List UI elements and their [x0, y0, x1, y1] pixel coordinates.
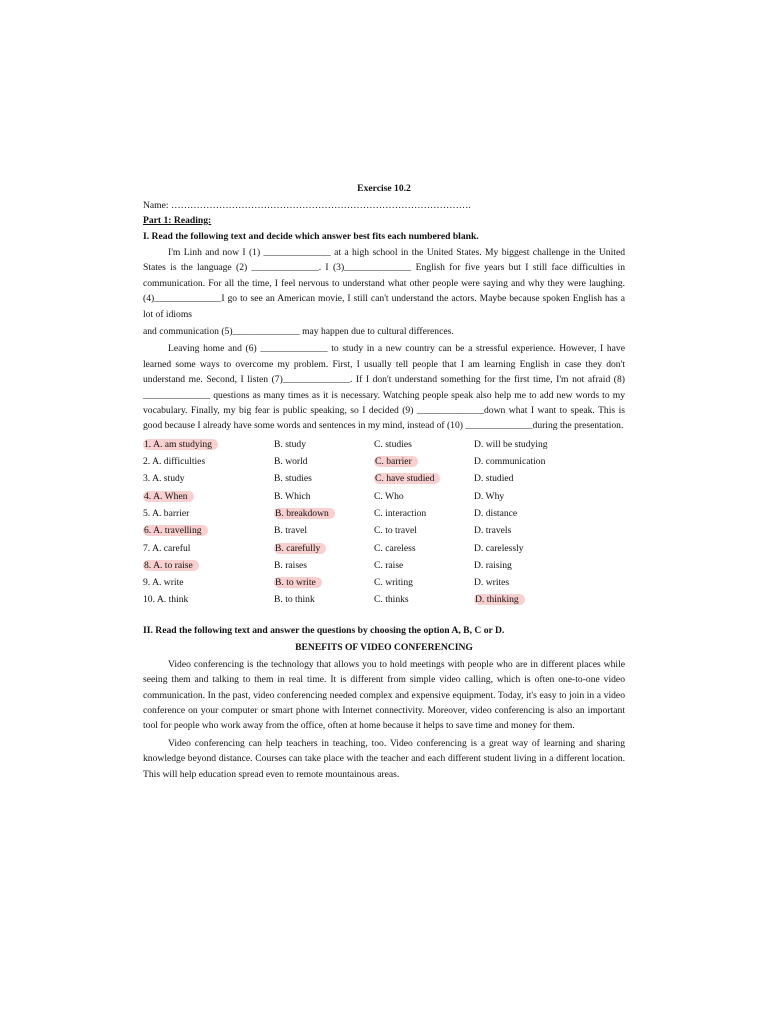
option-row: [143, 522, 625, 539]
option-cell: [474, 437, 625, 452]
option-text: B. world: [274, 456, 308, 468]
option-text: D. distance: [474, 508, 518, 519]
part1-label: Part 1: Reading:: [143, 215, 212, 226]
option-text: 3. A. study: [143, 473, 185, 485]
option-cell: [374, 506, 474, 521]
option-text: D. will be studying: [474, 438, 548, 450]
option-cell: [374, 454, 474, 469]
option-row: [143, 557, 625, 574]
option-text: B. travel: [274, 525, 308, 537]
option-text: B. to think: [274, 594, 315, 606]
worksheet-page: [143, 176, 625, 782]
highlighted-answer: B. carefully: [274, 543, 326, 554]
highlighted-answer: C. have studied: [374, 473, 440, 484]
highlighted-answer: B. to write: [274, 577, 322, 588]
option-row: [143, 592, 625, 609]
option-row: [143, 453, 625, 470]
option-cell: [474, 523, 625, 538]
option-text: B. study: [274, 438, 306, 450]
option-cell: [374, 437, 474, 452]
option-cell: [474, 506, 625, 521]
option-cell: [274, 575, 374, 590]
option-cell: [143, 592, 274, 607]
option-row: [143, 540, 625, 557]
option-cell: [143, 541, 274, 556]
highlighted-answer: C. barrier: [374, 456, 418, 467]
option-row: [143, 436, 625, 453]
option-text: 10. A. think: [143, 594, 189, 606]
option-cell: [374, 541, 474, 556]
option-text: C. careless: [374, 542, 416, 554]
part1-instruction: I. Read the following text and decide which answer best fits each numbered blank.: [143, 231, 479, 242]
option-cell: [274, 489, 374, 504]
option-cell: [374, 471, 474, 486]
option-cell: [474, 454, 625, 469]
option-text: C. studies: [374, 438, 412, 450]
option-cell: [474, 489, 625, 504]
highlighted-answer: B. breakdown: [274, 508, 335, 519]
option-cell: [374, 489, 474, 504]
option-cell: [474, 575, 625, 590]
option-cell: [274, 523, 374, 538]
reading-paragraph-1: I'm Linh and now I (1) ______________ at a high school in the United States. My biggest challenge in the United States is the language (2) ______________. I (3)______________ English for five years but I still face difficulties in communication. For all the time, I feel nervous to understand what other people were saying and why they were laughing. (4)______________I go to see an American movie, I still can't understand the actors. Maybe because spoken English has a lot of idioms: [143, 247, 625, 320]
option-text: B. studies: [274, 473, 312, 485]
option-cell: [143, 506, 274, 521]
option-cell: [143, 558, 274, 573]
option-row: [143, 574, 625, 591]
passage-paragraph-2: Video conferencing can help teachers in teaching, too. Video conferencing is a great way of learning and sharing knowledge beyond distance. Courses can take place with the teacher and each different student living in a different location. This will help education spread even to remote mountainous areas.: [143, 737, 625, 780]
option-row: [143, 488, 625, 505]
highlighted-answer: 4. A. When: [143, 491, 194, 502]
option-cell: [143, 489, 274, 504]
option-cell: [274, 437, 374, 452]
option-text: C. writing: [374, 577, 413, 589]
reading-paragraph-2: Leaving home and (6) ______________ to study in a new country can be a stressful experience. However, I have learned some ways to overcome my problem. First, I usually tell people that I am learning English in case they don't understand me. Second, I listen (7)______________. If I don't understand something for the first time, I'm not afraid (8) ______________ questions as many times as it is necessary. Watching people speak also help me to add new words to my vocabulary. Finally, my big fear is public speaking, so I decided (9) ______________down what I want to speak. This is good because I already have some words and sentences in my mind, instead of (10) ______________during the presentation.: [143, 343, 625, 432]
option-text: B. raises: [274, 559, 308, 571]
exercise-title: Exercise 10.2: [357, 183, 411, 194]
option-cell: [143, 437, 274, 452]
option-text: C. Who: [374, 490, 404, 502]
option-cell: [143, 454, 274, 469]
option-text: B. Which: [274, 490, 311, 502]
option-cell: [274, 541, 374, 556]
highlighted-answer: 8. A. to raise: [143, 560, 199, 571]
option-text: C. thinks: [374, 594, 409, 606]
option-cell: [143, 471, 274, 486]
highlighted-answer: D. thinking: [474, 594, 525, 605]
option-text: 7. A. careful: [143, 542, 191, 554]
option-row: [143, 505, 625, 522]
option-text: D. travels: [474, 525, 512, 537]
option-cell: [143, 575, 274, 590]
option-cell: [474, 558, 625, 573]
option-cell: [274, 506, 374, 521]
option-text: D. communication: [474, 456, 546, 468]
option-text: C. interaction: [374, 508, 427, 519]
option-text: D. writes: [474, 577, 510, 589]
reading-paragraph-1b: and communication (5)______________ may happen due to cultural differences.: [143, 326, 454, 338]
option-text: C. raise: [374, 559, 404, 571]
option-text: C. to travel: [374, 525, 417, 537]
option-cell: [374, 523, 474, 538]
highlighted-answer: 1. A. am studying: [143, 439, 218, 450]
option-text: 5. A. barrier: [143, 508, 190, 519]
part2-instruction: II. Read the following text and answer the questions by choosing the option A, B, C or D.: [143, 624, 505, 636]
option-text: D. Why: [474, 490, 505, 502]
option-cell: [143, 523, 274, 538]
option-cell: [374, 592, 474, 607]
option-cell: [274, 454, 374, 469]
highlighted-answer: 6. A. travelling: [143, 525, 208, 536]
option-text: D. carelessly: [474, 542, 524, 554]
option-cell: [374, 575, 474, 590]
option-cell: [274, 558, 374, 573]
passage-heading: BENEFITS OF VIDEO CONFERENCING: [295, 641, 473, 653]
option-row: [143, 470, 625, 487]
option-cell: [474, 592, 625, 607]
name-line: Name: ………………………………………………………………………………….: [143, 200, 471, 211]
option-cell: [474, 471, 625, 486]
option-cell: [474, 541, 625, 556]
option-cell: [274, 471, 374, 486]
passage-paragraph-1: Video conferencing is the technology that allows you to hold meetings with people who are in different places while seeing them and talking to them in real time. It is different from simple video calling, which is often one-to-one video communication. In the past, video conferencing needed complex and expensive equipment. Today, it's easy to join in a video conference on your computer or smart phone with Internet connectivity. Moreover, video conferencing is also an important tool for people who work away from the office, often at home because it helps to save time and money for them.: [143, 658, 625, 732]
option-text: D. studied: [474, 473, 514, 485]
answer-options-table: [143, 436, 625, 609]
option-cell: [274, 592, 374, 607]
option-text: 9. A. write: [143, 577, 184, 589]
option-text: D. raising: [474, 559, 512, 571]
option-cell: [374, 558, 474, 573]
option-text: 2. A. difficulties: [143, 456, 206, 468]
